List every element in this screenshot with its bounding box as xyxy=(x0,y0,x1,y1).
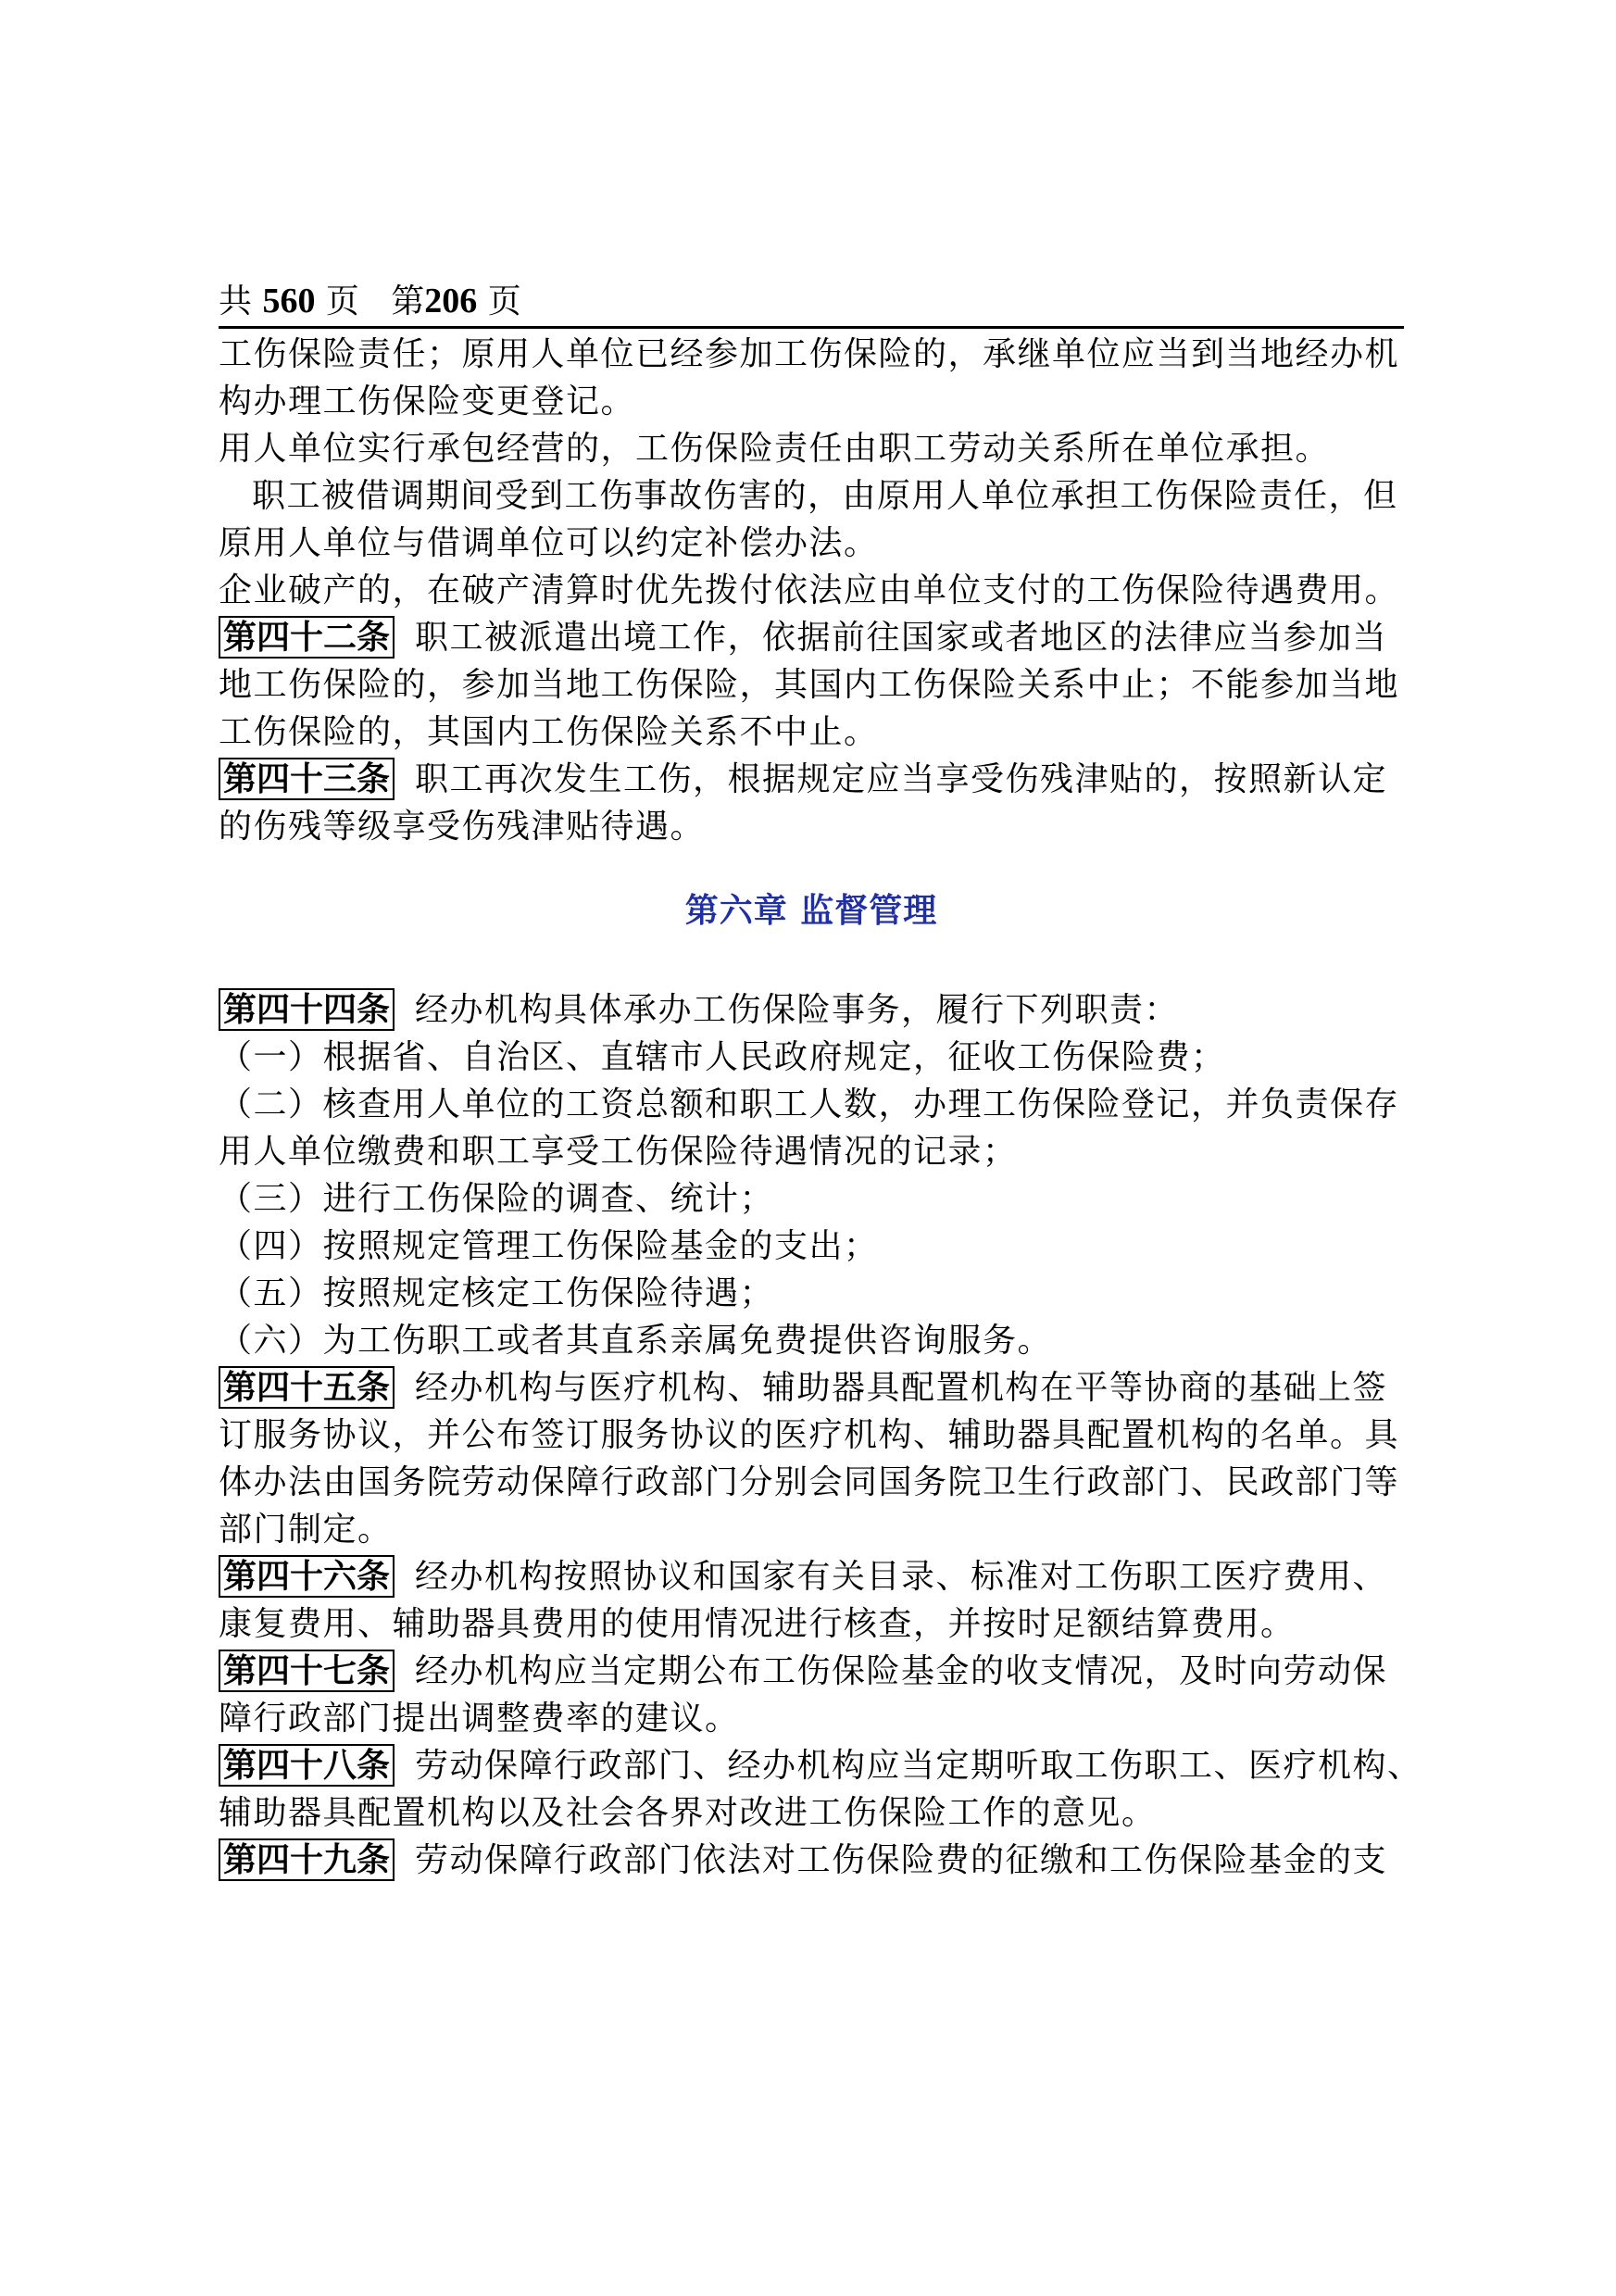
chapter-heading: 第六章 监督管理 xyxy=(684,891,938,930)
text-line xyxy=(219,1789,1404,1837)
line-text: 经办机构按照协议和国家有关目录、标准对工伤职工医疗费用、 xyxy=(415,1558,1388,1596)
body-text-bottom xyxy=(219,986,1422,1884)
line-text: 障行政部门提出调整费率的建议。 xyxy=(219,1700,740,1738)
line-text: 订服务协议，并公布签订服务协议的医疗机构、辅助器具配置机构的名单。具 xyxy=(219,1416,1400,1454)
page-header xyxy=(219,278,1404,329)
text-line xyxy=(219,378,1404,425)
text-line xyxy=(219,567,1404,614)
line-text: 职工被借调期间受到工伤事故伤害的，由原用人单位承担工伤保险责任，但 xyxy=(252,477,1398,515)
text-line xyxy=(219,1364,1404,1411)
line-text: 部门制定。 xyxy=(219,1511,393,1549)
text-line xyxy=(219,1081,1404,1128)
line-text: 辅助器具配置机构以及社会各界对改进工伤保险工作的意见。 xyxy=(219,1794,1157,1832)
text-line xyxy=(219,1034,1404,1081)
line-text: 的伤残等级享受伤残津贴待遇。 xyxy=(219,808,706,846)
line-text: 地工伤保险的，参加当地工伤保险，其国内工伤保险关系中止；不能参加当地 xyxy=(219,666,1400,704)
line-text: 劳动保障行政部门、经办机构应当定期听取工伤职工、医疗机构、 xyxy=(415,1747,1422,1785)
line-text: 用人单位实行承包经营的，工伤保险责任由职工劳动关系所在单位承担。 xyxy=(219,430,1331,468)
text-line xyxy=(219,1506,1404,1553)
total-pages-prefix: 共 xyxy=(219,282,253,320)
line-text: （一）根据省、自治区、直辖市人民政府规定，征收工伤保险费； xyxy=(219,1038,1226,1076)
current-page-suffix: 页 xyxy=(487,282,521,320)
text-line xyxy=(219,331,1404,378)
total-pages-number: 560 xyxy=(262,282,316,320)
text-line xyxy=(219,425,1404,472)
line-text: （四）按照规定管理工伤保险基金的支出； xyxy=(219,1227,879,1265)
article-number-label: 第四十四条 xyxy=(219,988,395,1031)
article-number-label: 第四十六条 xyxy=(219,1555,395,1598)
text-line xyxy=(219,1270,1404,1317)
text-line xyxy=(219,1411,1404,1459)
text-line xyxy=(219,986,1404,1034)
current-page-prefix: 第 xyxy=(391,282,425,320)
line-text: 原用人单位与借调单位可以约定补偿办法。 xyxy=(219,524,879,562)
text-line xyxy=(219,709,1404,756)
text-line xyxy=(219,1317,1404,1364)
article-number-label: 第四十二条 xyxy=(219,616,395,659)
line-text: （五）按照规定核定工伤保险待遇； xyxy=(219,1274,775,1312)
line-text: 经办机构与医疗机构、辅助器具配置机构在平等协商的基础上签 xyxy=(415,1369,1388,1407)
text-line xyxy=(219,520,1404,567)
text-line xyxy=(219,803,1404,850)
text-line xyxy=(219,1223,1404,1270)
line-text: 经办机构具体承办工伤保险事务，履行下列职责： xyxy=(415,991,1180,1029)
line-text: （六）为工伤职工或者其直系亲属免费提供咨询服务。 xyxy=(219,1322,1053,1360)
document-page xyxy=(219,278,1422,1884)
line-text: 劳动保障行政部门依法对工伤保险费的征缴和工伤保险基金的支 xyxy=(415,1841,1388,1879)
line-text: 构办理工伤保险变更登记。 xyxy=(219,383,636,420)
total-pages-suffix: 页 xyxy=(325,282,359,320)
text-line xyxy=(219,1175,1404,1223)
line-text: 经办机构应当定期公布工伤保险基金的收支情况，及时向劳动保 xyxy=(415,1652,1388,1690)
article-number-label: 第四十七条 xyxy=(219,1650,395,1692)
text-line xyxy=(219,756,1404,803)
text-line xyxy=(219,1648,1404,1695)
body-text-top xyxy=(219,331,1404,850)
current-page-number: 206 xyxy=(424,282,478,320)
text-line xyxy=(219,1553,1404,1600)
line-text: 职工再次发生工伤，根据规定应当享受伤残津贴的，按照新认定 xyxy=(415,760,1388,798)
line-text: 企业破产的，在破产清算时优先拨付依法应由单位支付的工伤保险待遇费用。 xyxy=(219,571,1400,609)
text-line xyxy=(219,1742,1422,1789)
text-line xyxy=(219,1128,1404,1175)
line-text: 体办法由国务院劳动保障行政部门分别会同国务院卫生行政部门、民政部门等 xyxy=(219,1463,1400,1501)
text-line xyxy=(219,1459,1404,1506)
line-text: 工伤保险责任；原用人单位已经参加工伤保险的，承继单位应当到当地经办机 xyxy=(219,335,1400,373)
article-number-label: 第四十九条 xyxy=(219,1838,395,1881)
line-text: 用人单位缴费和职工享受工伤保险待遇情况的记录； xyxy=(219,1133,1018,1171)
text-line xyxy=(219,1600,1404,1648)
line-text: （二）核查用人单位的工资总额和职工人数，办理工伤保险登记，并负责保存 xyxy=(219,1085,1400,1123)
article-number-label: 第四十八条 xyxy=(219,1744,395,1787)
text-line xyxy=(219,614,1404,661)
line-text: 康复费用、辅助器具费用的使用情况进行核查，并按时足额结算费用。 xyxy=(219,1605,1296,1643)
text-line xyxy=(219,661,1404,709)
text-line xyxy=(219,472,1404,520)
text-line xyxy=(219,1837,1404,1884)
article-number-label: 第四十三条 xyxy=(219,758,395,800)
line-text: 职工被派遣出境工作，依据前往国家或者地区的法律应当参加当 xyxy=(415,619,1388,657)
text-line xyxy=(219,1695,1404,1742)
article-number-label: 第四十五条 xyxy=(219,1366,395,1409)
line-text: （三）进行工伤保险的调查、统计； xyxy=(219,1180,775,1218)
line-text: 工伤保险的，其国内工伤保险关系不中止。 xyxy=(219,713,879,751)
